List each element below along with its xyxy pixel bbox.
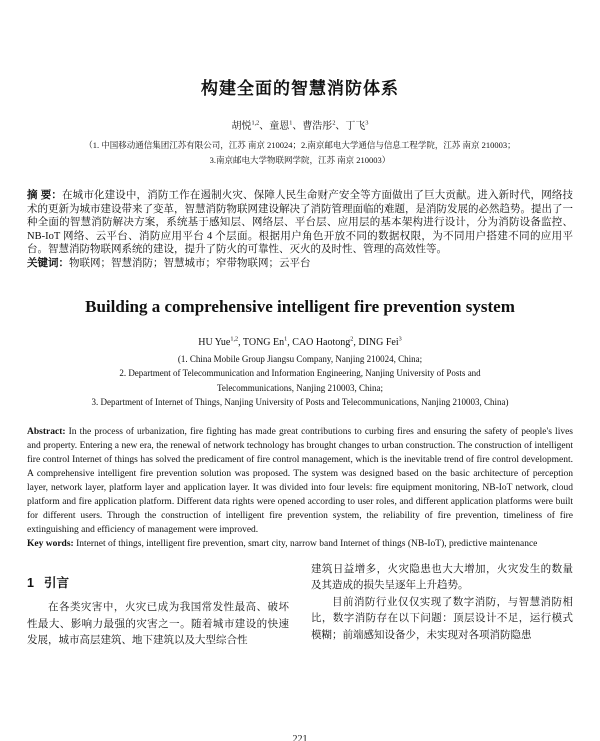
page-number: 221 [292, 734, 308, 741]
intro-paragraph-left: 在各类灾害中，火灾已成为我国常发性最高、破坏性最大、影响力最强的灾害之一。随着城市建设的快速发展，城市高层建筑、地下建筑以及大型综合性 [27, 602, 289, 647]
english-affiliation-line: Telecommunications, Nanjing 210003, China; [216, 382, 384, 393]
chinese-keywords-text: 物联网；智慧消防；智慧城市；窄带物联网；云平台 [69, 257, 311, 269]
chinese-abstract-label: 摘 要： [27, 189, 63, 201]
english-abstract-label: Abstract: [27, 426, 66, 437]
intro-paragraph-right-continuation: 建筑日益增多，火灾隐患也大大增加，火灾发生的数量及其造成的损失呈逐年上升趋势。 [311, 563, 573, 592]
chinese-keywords [27, 257, 573, 271]
english-affiliation-line: 2. Department of Telecommunication and Information Engineering, Nanjing University of Posts and [119, 368, 481, 379]
chinese-affiliations [27, 138, 573, 168]
two-column-body [27, 562, 573, 650]
intro-paragraph-right-second: 目前消防行业仅仅实现了数字消防，与智慧消防相比，数字消防存在以下问题：顶层设计不足，运行模式模糊；前端感知设备少，未实现对各项消防隐患 [311, 596, 573, 641]
section-1-number: 1 [27, 575, 34, 590]
chinese-abstract [27, 189, 573, 257]
english-affiliation-line: (1. China Mobile Group Jiangsu Company, Nanjing 210024, China; [177, 353, 423, 364]
english-abstract [27, 425, 573, 537]
section-1-heading [27, 575, 289, 592]
chinese-affiliation-line: （1. 中国移动通信集团江苏有限公司，江苏 南京 210024；2.南京邮电大学通信与信息工程学院，江苏 南京 210003； [84, 140, 516, 150]
chinese-keywords-label: 关键词： [27, 256, 69, 269]
english-title: Building a comprehensive intelligent fire prevention system [85, 296, 515, 316]
section-1-title: 引言 [43, 575, 69, 590]
chinese-abstract-text: 在城市化建设中，消防工作在遏制火灾、保障人民生命财产安全等方面做出了巨大贡献。进入新时代，网络技术的更新为城市建设带来了变革，智慧消防物联网建设解决了消防管理面临的难题，是消防发展的必然趋势。提出了一种全面的智慧消防解决方案，系统基于感知层、网络层、平台层、应用层的基本架构进行设计，分为消防设备监控、NB-IoT 网络、云平台、消防应用平台 4 个层面。根据用户角色开放不同的数据权限，为不同用户搭建不同的应用平台。智慧消防物联网系统的建设，提升了防火的可靠性、灭火的及时性、管理的高效性等。 [27, 190, 573, 256]
right-column [311, 562, 573, 650]
english-affiliation-line: 3. Department of Internet of Things, Nanjing University of Posts and Telecommunications, Nanjing 210003, China) [91, 397, 509, 408]
english-keywords-text: Internet of things, intelligent fire prevention, smart city, narrow band Internet of things (NB-IoT), predictive maintenance [76, 538, 538, 549]
chinese-author-line: 胡悦$^{1,2}$、童恩$^1$、曹浩彤$^2$、丁飞$^3$ [231, 119, 369, 132]
chinese-affiliation-line: 3.南京邮电大学物联网学院，江苏 南京 210003） [209, 155, 391, 165]
english-abstract-text: In the process of urbanization, fire fighting has made great contributions to curbing fires and ensuring the safety of people's lives and property. Entering a new era, the renewal of network technology has brought changes to urban construction. The construction of intelligent fire control Internet of things has solved the predicament of fire control management, which is the inevitable trend of fire control development. A comprehensive intelligent fire prevention solution was proposed. The system was designed based on the basic architecture of perception layer, network layer, platform layer and application layer. It was divided into four levels: fire equipment monitoring, NB-IoT network, cloud platform and fire application platform. Different data rights were opened according to user roles, and different application platforms were built for different users. Through the construction of intelligent fire prevention system, the reliability of fire prevention, timeliness of fire extinguishing and efficiency of management were improved. [27, 426, 573, 535]
chinese-title: 构建全面的智慧消防体系 [201, 79, 399, 98]
left-column [27, 562, 289, 650]
english-keywords-label: Key words: [27, 538, 74, 549]
english-affiliations [27, 352, 573, 410]
english-keywords [27, 537, 573, 551]
english-author-line: HU Yue$^{1,2}$, TONG En$^1$, CAO Haotong$^2$, DING Fei$^3$ [198, 335, 402, 348]
